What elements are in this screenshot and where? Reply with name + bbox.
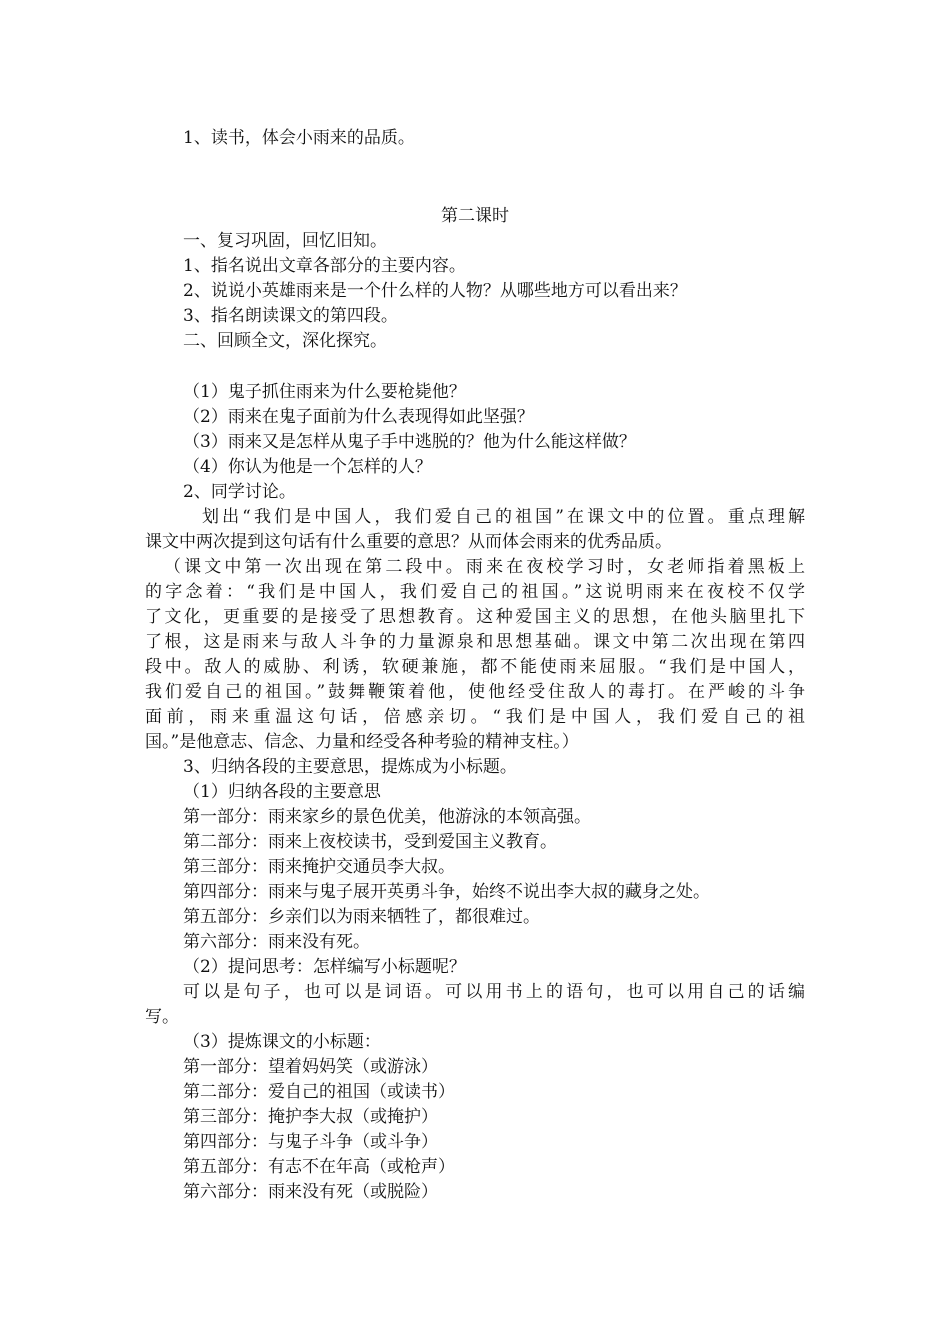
section-title: 第二课时 bbox=[441, 206, 509, 226]
text-line: 1、读书，体会小雨来的品质。 bbox=[183, 128, 415, 148]
paragraph-line: 我们爱自己的祖国。”鼓舞鞭策着他，使他经受住敌人的毒打。在严峻的斗争 bbox=[145, 682, 805, 702]
part-summary: 第六部分：雨来没有死。 bbox=[183, 932, 370, 952]
heading-explore: 二、回顾全文，深化探究。 bbox=[183, 331, 387, 351]
text-line: 2、说说小英雄雨来是一个什么样的人物？从哪些地方可以看出来？ bbox=[183, 281, 687, 301]
heading-review: 一、复习巩固，回忆旧知。 bbox=[183, 231, 387, 251]
text-line: （3）提炼课文的小标题： bbox=[183, 1032, 381, 1052]
part-title: 第三部分：掩护李大叔（或掩护） bbox=[183, 1107, 438, 1127]
text-line: 2、同学讨论。 bbox=[183, 482, 296, 502]
paragraph-line: 的字念着：“我们是中国人，我们爱自己的祖国。”这说明雨来在夜校不仅学 bbox=[145, 582, 805, 602]
text-line: （2）提问思考：怎样编写小标题呢？ bbox=[183, 957, 466, 977]
paragraph-line: 面前，雨来重温这句话，倍感亲切。“我们是中国人，我们爱自己的祖 bbox=[145, 707, 805, 727]
part-summary: 第二部分：雨来上夜校读书，受到爱国主义教育。 bbox=[183, 832, 557, 852]
question-item: （4）你认为他是一个怎样的人？ bbox=[183, 457, 432, 477]
text-line: 1、指名说出文章各部分的主要内容。 bbox=[183, 256, 466, 276]
part-summary: 第五部分：乡亲们以为雨来牺牲了，都很难过。 bbox=[183, 907, 540, 927]
paragraph-line: 了文化，更重要的是接受了思想教育。这种爱国主义的思想，在他头脑里扎下 bbox=[145, 607, 805, 627]
text-line: 3、指名朗读课文的第四段。 bbox=[183, 306, 398, 326]
question-item: （1）鬼子抓住雨来为什么要枪毙他？ bbox=[183, 382, 466, 402]
paragraph-line: 可以是句子，也可以是词语。可以用书上的语句，也可以用自己的话编 bbox=[183, 982, 805, 1002]
paragraph-line: （课文中第一次出现在第二段中。雨来在夜校学习时，女老师指着黑板上 bbox=[164, 557, 805, 577]
paragraph-line: 划出“我们是中国人，我们爱自己的祖国”在课文中的位置。重点理解 bbox=[202, 507, 805, 527]
part-title: 第二部分：爱自己的祖国（或读书） bbox=[183, 1082, 455, 1102]
question-item: （3）雨来又是怎样从鬼子手中逃脱的？他为什么能这样做？ bbox=[183, 432, 636, 452]
part-title: 第四部分：与鬼子斗争（或斗争） bbox=[183, 1132, 438, 1152]
text-line: （1）归纳各段的主要意思 bbox=[183, 782, 381, 802]
paragraph-line: 课文中两次提到这句话有什么重要的意思？从而体会雨来的优秀品质。 bbox=[145, 532, 672, 552]
text-line: 3、归纳各段的主要意思，提炼成为小标题。 bbox=[183, 757, 517, 777]
part-summary: 第三部分：雨来掩护交通员李大叔。 bbox=[183, 857, 455, 877]
part-title: 第一部分：望着妈妈笑（或游泳） bbox=[183, 1057, 438, 1077]
paragraph-line: 段中。敌人的威胁、利诱，软硬兼施，都不能使雨来屈服。“我们是中国人， bbox=[145, 657, 805, 677]
paragraph-line: 国。”是他意志、信念、力量和经受各种考验的精神支柱。） bbox=[145, 732, 579, 752]
part-title: 第六部分：雨来没有死（或脱险） bbox=[183, 1182, 438, 1202]
paragraph-line: 写。 bbox=[145, 1007, 179, 1027]
question-item: （2）雨来在鬼子面前为什么表现得如此坚强？ bbox=[183, 407, 534, 427]
part-title: 第五部分：有志不在年高（或枪声） bbox=[183, 1157, 455, 1177]
part-summary: 第四部分：雨来与鬼子展开英勇斗争，始终不说出李大叔的藏身之处。 bbox=[183, 882, 710, 902]
paragraph-line: 了根，这是雨来与敌人斗争的力量源泉和思想基础。课文中第二次出现在第四 bbox=[145, 632, 805, 652]
part-summary: 第一部分：雨来家乡的景色优美，他游泳的本领高强。 bbox=[183, 807, 591, 827]
